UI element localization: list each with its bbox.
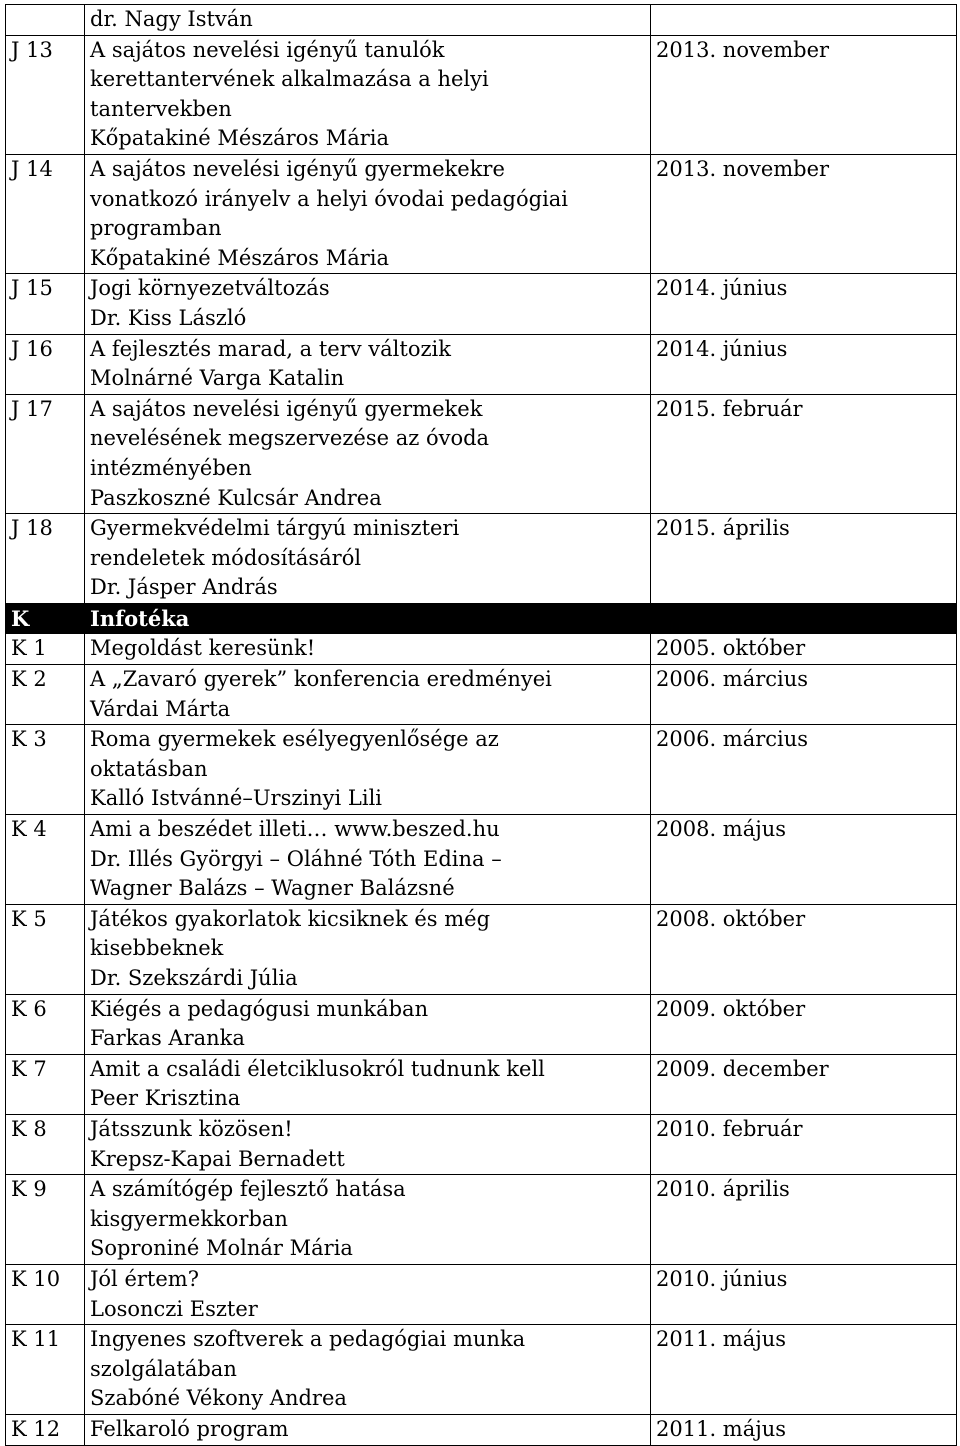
item-description [85,154,651,273]
item-code: J 16 [6,334,85,394]
item-title-line: Roma gyermekek esélyegyenlősége az [90,727,499,752]
item-title-line: Jogi környezetváltozás [90,276,330,301]
item-title-line: tantervekben [90,96,232,121]
item-description [85,274,651,334]
item-title-line: Felkaroló program [90,1416,289,1441]
item-title-line: A fejlesztés marad, a terv változik [90,336,451,361]
item-date: 2005. október [651,634,957,665]
item-description [85,5,651,36]
item-description [85,1264,651,1324]
item-code: K 6 [6,994,85,1054]
item-author: Kőpatakiné Mészáros Mária [90,126,390,151]
item-author: Dr. Szekszárdi Júlia [90,966,298,990]
table-row [6,1054,957,1114]
item-author: Kőpatakiné Mészáros Mária [90,245,390,270]
item-date: 2013. november [651,154,957,273]
item-code: J 13 [6,35,85,154]
item-title-line: A sajátos nevelési igényű gyermekek [90,396,483,421]
table-row [6,725,957,815]
table-row [6,514,957,604]
item-title-line: Játékos gyakorlatok kicsiknek és még [90,906,491,931]
item-title-line: vonatkozó irányelv a helyi óvodai pedagógiai [90,186,569,211]
table-row [6,904,957,994]
item-title-line: Kiégés a pedagógusi munkában [90,996,429,1021]
table-row [6,394,957,513]
item-author: Peer Krisztina [90,1086,241,1111]
item-description [85,334,651,394]
table-row [6,815,957,905]
item-title-line: kisebbeknek [90,936,224,961]
table-row [6,274,957,334]
item-title-line: intézményében [90,455,252,480]
item-date: 2014. június [651,274,957,334]
item-title-line: Jól értem? [90,1266,199,1291]
table-row [6,665,957,725]
item-title-line: Játsszunk közösen! [90,1116,293,1141]
section-code: K [6,603,85,634]
item-author: Kalló Istvánné–Urszinyi Lili [90,786,383,811]
item-code: J 18 [6,514,85,604]
item-code [6,5,85,36]
item-date: 2014. június [651,334,957,394]
table-row [6,994,957,1054]
table-row [6,1114,957,1174]
table-row [6,334,957,394]
item-author: Várdai Márta [90,696,231,721]
section-title: Infotéka [85,603,957,634]
item-author: Wagner Balázs – Wagner Balázsné [90,876,455,901]
item-date: 2008. október [651,904,957,994]
item-date: 2006. március [651,665,957,725]
table-row [6,634,957,665]
item-date: 2015. február [651,394,957,513]
item-code: K 12 [6,1414,85,1445]
item-title-line: kerettantervének alkalmazása a helyi [90,67,489,92]
item-code: K 10 [6,1264,85,1324]
item-code: J 15 [6,274,85,334]
item-title-line: Gyermekvédelmi tárgyú miniszteri [90,516,460,541]
item-code: K 4 [6,815,85,905]
item-description [85,1175,651,1265]
item-date: 2009. október [651,994,957,1054]
item-title-line: szolgálatában [90,1356,237,1381]
table-row [6,1264,957,1324]
item-description [85,815,651,905]
item-author: dr. Nagy István [90,7,253,31]
item-date: 2010. február [651,1114,957,1174]
item-code: K 11 [6,1325,85,1415]
item-title-line: Dr. Illés Györgyi – Oláhné Tóth Edina – [90,846,502,871]
item-author: Szabóné Vékony Andrea [90,1386,347,1411]
table-row [6,1325,957,1415]
item-author: Dr. Jásper András [90,575,278,600]
item-date: 2011. május [651,1325,957,1415]
item-description [85,994,651,1054]
item-description [85,35,651,154]
section-header-row [6,603,957,634]
item-date: 2011. május [651,1414,957,1445]
item-title-line: A sajátos nevelési igényű gyermekekre [90,156,505,181]
item-code: K 7 [6,1054,85,1114]
table-row-continuation [6,5,957,36]
item-code: K 8 [6,1114,85,1174]
item-code: K 2 [6,665,85,725]
item-title-line: kisgyermekkorban [90,1206,288,1231]
item-title-line: nevelésének megszervezése az óvoda [90,426,490,451]
table-row [6,1175,957,1265]
item-title-line: Ami a beszédet illeti… www.beszed.hu [90,817,500,842]
item-description [85,1325,651,1415]
item-description [85,725,651,815]
catalog-table [5,4,957,1446]
item-title-line: rendeletek módosításáról [90,545,362,570]
item-date: 2013. november [651,35,957,154]
item-description [85,514,651,604]
item-code: K 5 [6,904,85,994]
item-title-line: programban [90,216,222,241]
item-title-line: A sajátos nevelési igényű tanulók [90,37,445,62]
item-author: Soproniné Molnár Mária [90,1236,353,1261]
item-date: 2009. december [651,1054,957,1114]
item-title-line: Ingyenes szoftverek a pedagógiai munka [90,1327,526,1352]
item-author: Krepsz-Kapai Bernadett [90,1146,345,1171]
item-date: 2010. április [651,1175,957,1265]
item-description [85,665,651,725]
item-description [85,1114,651,1174]
item-title-line: oktatásban [90,756,208,781]
table-row [6,154,957,273]
item-description [85,904,651,994]
item-description [85,1054,651,1114]
item-code: K 1 [6,634,85,665]
item-date: 2008. május [651,815,957,905]
catalog-table-body [6,5,957,1446]
item-description [85,634,651,665]
item-author: Molnárné Varga Katalin [90,366,345,391]
item-title-line: A számítógép fejlesztő hatása [90,1177,406,1202]
item-date: 2006. március [651,725,957,815]
item-date [651,5,957,36]
item-code: K 3 [6,725,85,815]
item-date: 2015. április [651,514,957,604]
item-author: Paszkoszné Kulcsár Andrea [90,485,382,510]
item-date: 2010. június [651,1264,957,1324]
table-row [6,35,957,154]
item-code: J 17 [6,394,85,513]
item-title-line: Amit a családi életciklusokról tudnunk kell [90,1056,545,1081]
item-title-line: Megoldást keresünk! [90,636,316,661]
item-author: Farkas Aranka [90,1026,245,1051]
item-author: Dr. Kiss László [90,305,247,330]
item-description [85,394,651,513]
item-code: K 9 [6,1175,85,1265]
item-title-line: A „Zavaró gyerek” konferencia eredményei [90,667,552,692]
item-author: Losonczi Eszter [90,1296,258,1321]
item-code: J 14 [6,154,85,273]
